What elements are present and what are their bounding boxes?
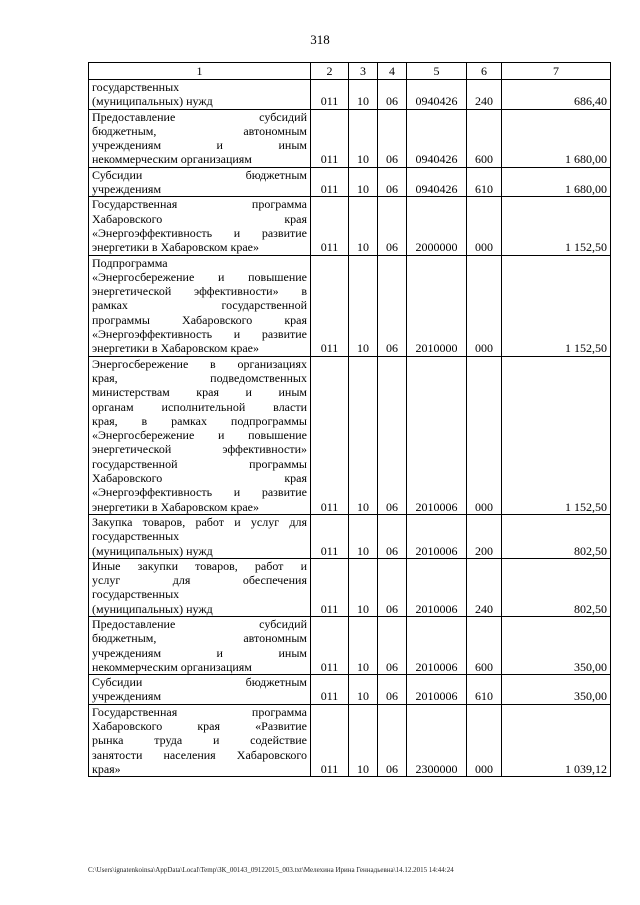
row-name-line: края, подведомственных [92, 370, 307, 385]
table-row [89, 80, 611, 110]
grbs-code-cell: 011 [311, 675, 349, 705]
row-name-line: (муниципальных) нужд [92, 543, 213, 558]
row-name-line: энергетической эффективности» в [92, 284, 307, 299]
target-article-cell: 2010006 [407, 514, 467, 558]
table-row [89, 704, 611, 776]
row-name-line: бюджетным, автономным [92, 123, 307, 138]
table-row [89, 197, 611, 255]
target-article-cell: 2300000 [407, 704, 467, 776]
subsection-code-cell: 06 [378, 558, 407, 616]
amount-cell: 1 152,50 [502, 255, 611, 356]
section-code-cell: 10 [349, 616, 378, 674]
expense-type-cell: 200 [467, 514, 502, 558]
subsection-code-cell: 06 [378, 675, 407, 705]
grbs-code-cell: 011 [311, 356, 349, 514]
amount-cell: 1 680,00 [502, 167, 611, 197]
row-name-line: учреждениям и иным [92, 138, 307, 153]
row-name-line: Подпрограмма [92, 255, 168, 270]
column-header: 4 [378, 63, 407, 80]
row-name-line: некоммерческим организациям [92, 659, 252, 674]
subsection-code-cell: 06 [378, 167, 407, 197]
row-name-line: края» [92, 761, 121, 776]
row-name-line: Государственная программа [92, 197, 307, 212]
row-name-cell [89, 616, 311, 674]
row-name-line: Хабаровского края [92, 471, 307, 486]
row-name-line: учреждениям и иным [92, 645, 307, 660]
expense-type-cell: 610 [467, 167, 502, 197]
grbs-code-cell: 011 [311, 704, 349, 776]
row-name-cell [89, 197, 311, 255]
subsection-code-cell: 06 [378, 197, 407, 255]
row-name-line: «Энергоэффективность и развитие [92, 225, 307, 240]
row-name-line: государственной программы [92, 456, 307, 471]
row-name-line: энергетики в Хабаровском крае» [92, 499, 259, 514]
section-code-cell: 10 [349, 255, 378, 356]
section-code-cell: 10 [349, 514, 378, 558]
row-name-line: Субсидии бюджетным [92, 675, 307, 690]
row-name-cell [89, 356, 311, 514]
column-header: 1 [89, 63, 311, 80]
column-header: 3 [349, 63, 378, 80]
row-name-line: Субсидии бюджетным [92, 167, 307, 182]
amount-cell: 350,00 [502, 616, 611, 674]
column-header: 2 [311, 63, 349, 80]
target-article-cell: 0940426 [407, 80, 467, 110]
table-row [89, 356, 611, 514]
row-name-cell [89, 255, 311, 356]
target-article-cell: 0940426 [407, 167, 467, 197]
row-name-cell [89, 675, 311, 705]
section-code-cell: 10 [349, 167, 378, 197]
expense-type-cell: 000 [467, 197, 502, 255]
row-name-line: Хабаровского края [92, 211, 307, 226]
subsection-code-cell: 06 [378, 616, 407, 674]
target-article-cell: 2010006 [407, 356, 467, 514]
target-article-cell: 2000000 [407, 197, 467, 255]
amount-cell: 350,00 [502, 675, 611, 705]
row-name-line: Хабаровского края «Развитие [92, 719, 307, 734]
section-code-cell: 10 [349, 558, 378, 616]
row-name-line: министерствам края и иным [92, 385, 307, 400]
budget-table [88, 62, 611, 777]
expense-type-cell: 000 [467, 704, 502, 776]
page-number: 318 [310, 32, 330, 47]
row-name-line: «Энергосбережение и повышение [92, 428, 307, 443]
row-name-cell [89, 80, 311, 110]
subsection-code-cell: 06 [378, 514, 407, 558]
row-name-line: (муниципальных) нужд [92, 601, 213, 616]
target-article-cell: 2010006 [407, 558, 467, 616]
row-name-cell [89, 109, 311, 167]
grbs-code-cell: 011 [311, 80, 349, 110]
target-article-cell: 2010006 [407, 616, 467, 674]
row-name-line: энергетической эффективности» [92, 442, 307, 457]
subsection-code-cell: 06 [378, 109, 407, 167]
section-code-cell: 10 [349, 197, 378, 255]
row-name-line: энергетики в Хабаровском крае» [92, 240, 259, 255]
row-name-line: учреждениям [92, 182, 162, 197]
row-name-line: «Энергоэффективность и развитие [92, 327, 307, 342]
column-header: 7 [502, 63, 611, 80]
grbs-code-cell: 011 [311, 558, 349, 616]
grbs-code-cell: 011 [311, 616, 349, 674]
section-code-cell: 10 [349, 704, 378, 776]
section-code-cell: 10 [349, 80, 378, 110]
expense-type-cell: 240 [467, 558, 502, 616]
amount-cell: 1 680,00 [502, 109, 611, 167]
grbs-code-cell: 011 [311, 514, 349, 558]
row-name-line: учреждениям [92, 689, 162, 704]
row-name-line: Закупка товаров, работ и услуг для [92, 514, 307, 529]
row-name-line: услуг для обеспечения [92, 573, 307, 588]
row-name-line: государственных [92, 80, 180, 94]
table-row [89, 109, 611, 167]
section-code-cell: 10 [349, 356, 378, 514]
expense-type-cell: 000 [467, 356, 502, 514]
table-row [89, 167, 611, 197]
row-name-cell [89, 514, 311, 558]
expense-type-cell: 610 [467, 675, 502, 705]
subsection-code-cell: 06 [378, 80, 407, 110]
table-body [89, 80, 611, 777]
row-name-line: органам исполнительной власти [92, 399, 307, 414]
row-name-cell [89, 167, 311, 197]
row-name-line: Предоставление субсидий [92, 109, 307, 124]
row-name-line: (муниципальных) нужд [92, 94, 213, 109]
table-row [89, 675, 611, 705]
amount-cell: 1 039,12 [502, 704, 611, 776]
amount-cell: 1 152,50 [502, 197, 611, 255]
row-name-line: «Энергосбережение и повышение [92, 269, 307, 284]
table-row [89, 255, 611, 356]
subsection-code-cell: 06 [378, 356, 407, 514]
row-name-line: Предоставление субсидий [92, 616, 307, 631]
section-code-cell: 10 [349, 675, 378, 705]
row-name-line: занятости населения Хабаровского [92, 747, 307, 762]
section-code-cell: 10 [349, 109, 378, 167]
amount-cell: 686,40 [502, 80, 611, 110]
target-article-cell: 0940426 [407, 109, 467, 167]
row-name-line: Энергосбережение в организациях [92, 356, 307, 371]
table-row [89, 514, 611, 558]
row-name-line: края, в рамках подпрограммы [92, 413, 307, 428]
row-name-line: программы Хабаровского края [92, 312, 307, 327]
row-name-line: государственных [92, 529, 180, 544]
row-name-line: государственных [92, 587, 180, 602]
expense-type-cell: 600 [467, 109, 502, 167]
file-path-footer: C:\Users\ignatenkoinsa\AppData\Local\Temp\ЗК_00143_09122015_003.txt\Мелехина Ирина Геннадьевна\14.12.2015 14:44:24 [88, 866, 454, 874]
row-name-line: Государственная программа [92, 704, 307, 719]
row-name-line: бюджетным, автономным [92, 631, 307, 646]
amount-cell: 802,50 [502, 558, 611, 616]
row-name-line: Иные закупки товаров, работ и [92, 558, 307, 573]
row-name-line: «Энергоэффективность и развитие [92, 485, 307, 500]
row-name-cell [89, 704, 311, 776]
table-row [89, 616, 611, 674]
grbs-code-cell: 011 [311, 167, 349, 197]
row-name-line: некоммерческим организациям [92, 152, 252, 167]
table-header-row [89, 63, 611, 80]
row-name-line: энергетики в Хабаровском крае» [92, 341, 259, 356]
target-article-cell: 2010006 [407, 675, 467, 705]
subsection-code-cell: 06 [378, 704, 407, 776]
grbs-code-cell: 011 [311, 109, 349, 167]
grbs-code-cell: 011 [311, 255, 349, 356]
expense-type-cell: 000 [467, 255, 502, 356]
column-header: 6 [467, 63, 502, 80]
row-name-line: рынка труда и содействие [92, 733, 307, 748]
grbs-code-cell: 011 [311, 197, 349, 255]
expense-type-cell: 600 [467, 616, 502, 674]
row-name-cell [89, 558, 311, 616]
expense-type-cell: 240 [467, 80, 502, 110]
subsection-code-cell: 06 [378, 255, 407, 356]
column-header: 5 [407, 63, 467, 80]
target-article-cell: 2010000 [407, 255, 467, 356]
amount-cell: 802,50 [502, 514, 611, 558]
amount-cell: 1 152,50 [502, 356, 611, 514]
table-row [89, 558, 611, 616]
row-name-line: рамках государственной [92, 298, 307, 313]
